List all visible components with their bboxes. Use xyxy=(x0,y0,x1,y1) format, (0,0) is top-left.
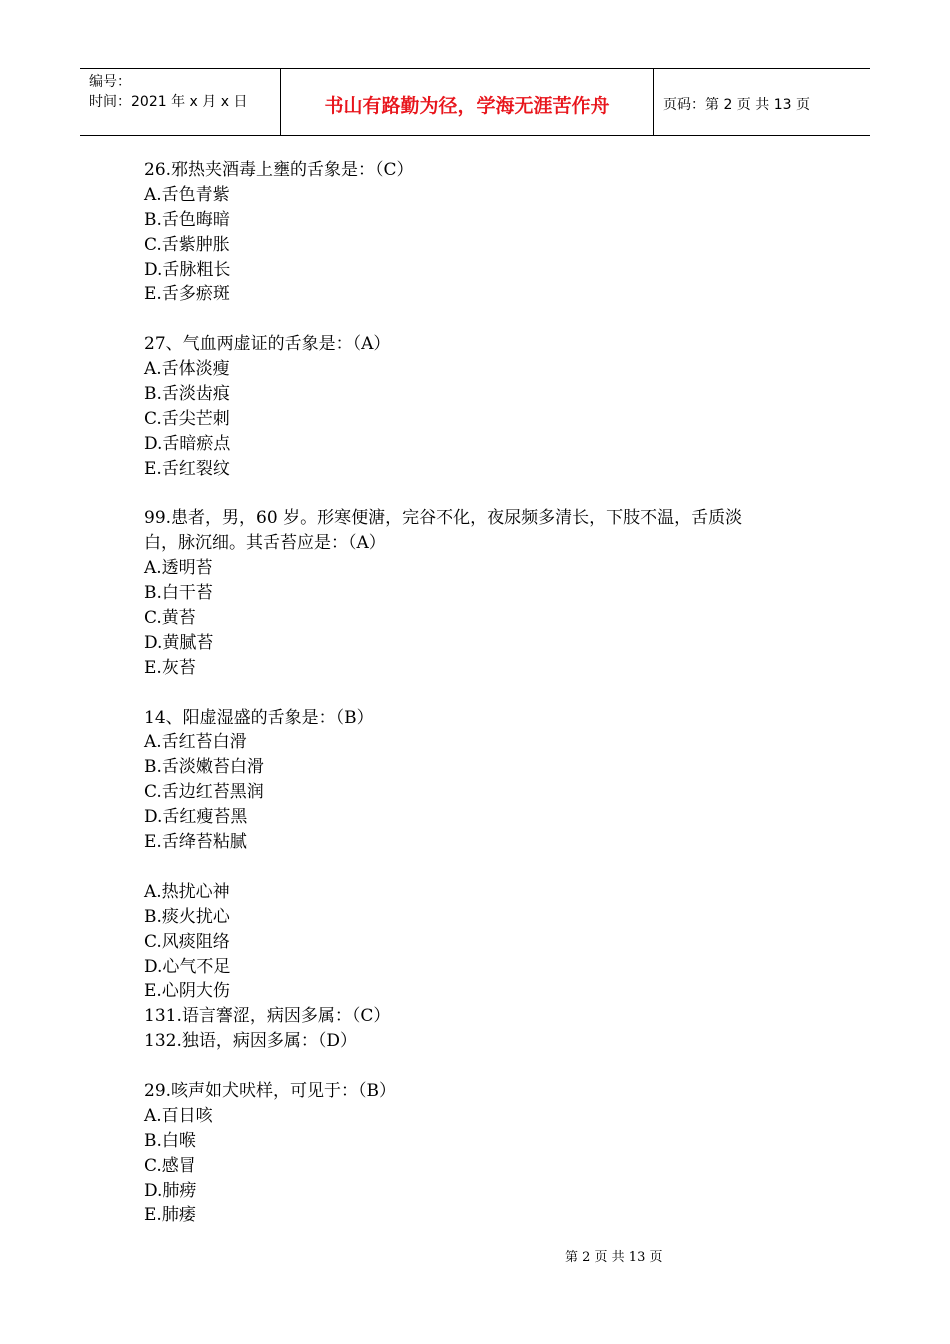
option-line: E.舌红裂纹 xyxy=(144,458,230,479)
option-line: C.舌边红苔黑润 xyxy=(144,782,264,803)
option-line: E.舌绛苔粘腻 xyxy=(144,832,247,853)
option-line: 131.语言謇涩，病因多属：（C） xyxy=(144,1006,391,1027)
question-block xyxy=(144,1079,824,1228)
option-line: D.心气不足 xyxy=(144,956,231,977)
question-block xyxy=(144,332,824,481)
option-line: D.舌脉粗长 xyxy=(144,259,231,280)
option-line: C.风痰阻络 xyxy=(144,931,230,952)
header-motto: 书山有路勤为径，学海无涯苦作舟 xyxy=(281,69,654,135)
question-line: 27、气血两虚证的舌象是：（A） xyxy=(144,334,391,355)
option-line: C.舌尖芒刺 xyxy=(144,408,230,429)
block-gap xyxy=(144,681,824,706)
option-line: A.舌色青紫 xyxy=(144,184,230,205)
question-line: 99.患者，男，60 岁。形寒便溏，完谷不化，夜尿频多清长，下肢不温，舌质淡 xyxy=(144,508,743,529)
option-line: A.舌红苔白滑 xyxy=(144,732,247,753)
option-line: D.黄腻苔 xyxy=(144,632,214,653)
option-line: B.白喉 xyxy=(144,1130,196,1151)
time-label: 时间：2021 年 x 月 x 日 xyxy=(89,94,248,110)
header-meta xyxy=(80,69,281,135)
option-line: E.肺痿 xyxy=(144,1205,196,1226)
block-gap xyxy=(144,482,824,507)
question-block xyxy=(144,506,824,680)
option-line: D.肺痨 xyxy=(144,1180,197,1201)
question-line: 29.咳声如犬吠样，可见于：（B） xyxy=(144,1080,397,1101)
option-line: B.白干苔 xyxy=(144,583,213,604)
option-line: E.灰苔 xyxy=(144,657,196,678)
option-line: B.痰火扰心 xyxy=(144,906,230,927)
option-line: C.感冒 xyxy=(144,1155,196,1176)
option-line: B.舌淡嫩苔白滑 xyxy=(144,757,264,778)
option-line: D.舌暗瘀点 xyxy=(144,433,231,454)
option-line: E.舌多瘀斑 xyxy=(144,284,230,305)
question-block xyxy=(144,880,824,1054)
question-content xyxy=(144,158,824,1228)
option-line: 132.独语，病因多属：（D） xyxy=(144,1031,357,1052)
option-line: B.舌淡齿痕 xyxy=(144,384,230,405)
option-line: A.舌体淡瘦 xyxy=(144,359,230,380)
footer-page-number: 第 2 页 共 13 页 xyxy=(565,1250,663,1265)
question-line: A.热扰心神 xyxy=(144,881,230,902)
serial-label: 编号： xyxy=(89,74,131,90)
option-line: B.舌色晦暗 xyxy=(144,209,230,230)
option-line: C.舌紫肿胀 xyxy=(144,234,230,255)
question-block xyxy=(144,706,824,855)
block-gap xyxy=(144,1054,824,1079)
option-line: A.百日咳 xyxy=(144,1105,213,1126)
header-page-info: 页码：第 2 页 共 13 页 xyxy=(663,97,810,113)
question-block xyxy=(144,158,824,307)
option-line: C.黄苔 xyxy=(144,608,196,629)
question-line: 14、阳虚湿盛的舌象是：（B） xyxy=(144,707,374,728)
page-header xyxy=(80,68,870,136)
option-line: E.心阴大伤 xyxy=(144,981,230,1002)
block-gap xyxy=(144,855,824,880)
option-line: A.透明苔 xyxy=(144,558,213,579)
block-gap xyxy=(144,307,824,332)
option-line: D.舌红瘦苔黑 xyxy=(144,807,248,828)
page-footer xyxy=(0,1246,950,1265)
option-line: 白，脉沉细。其舌苔应是：（A） xyxy=(144,533,386,554)
question-line: 26.邪热夹酒毒上壅的舌象是：（C） xyxy=(144,160,414,180)
